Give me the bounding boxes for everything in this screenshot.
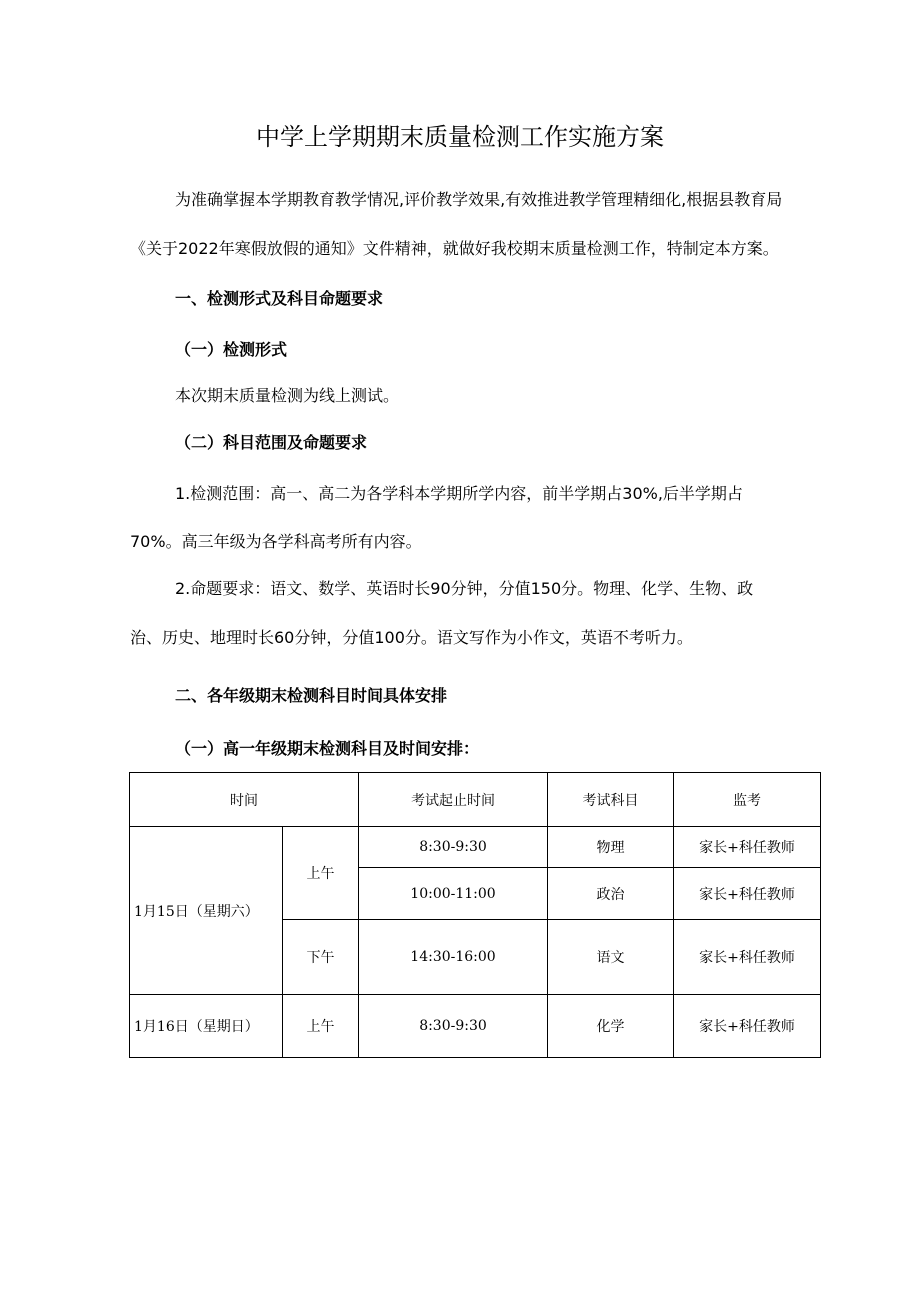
exam-schedule-table [129,772,821,1058]
subject-cell: 物理 [548,827,674,868]
time-cell: 8:30-9:30 [359,827,548,868]
subject-cell: 化学 [548,995,674,1058]
table-row [130,995,821,1058]
header-time: 时间 [130,773,359,827]
session-cell: 上午 [283,995,359,1058]
proctor-cell: 家长+科任教师 [674,827,821,868]
item-2-line-1: 2.命题要求：语文、数学、英语时长90分钟，分值150分。物理、化学、生物、政 [175,579,754,598]
date-cell: 1月15日（星期六） [130,827,283,995]
page-title: 中学上学期期末质量检测工作实施方案 [256,123,664,151]
section-1-sub1-heading: （一）检测形式 [175,340,288,359]
subject-cell: 语文 [548,920,674,995]
time-cell: 14:30-16:00 [359,920,548,995]
intro-line-2: 《关于2022年寒假放假的通知》文件精神，就做好我校期末质量检测工作，特制定本方案。 [130,239,779,258]
section-1-heading: 一、检测形式及科目命题要求 [175,289,384,308]
session-cell: 下午 [283,920,359,995]
header-range: 考试起止时间 [359,773,548,827]
section-2-sub1-heading: （一）高一年级期末检测科目及时间安排： [175,739,480,758]
session-cell: 上午 [283,827,359,920]
table-row [130,827,821,868]
intro-line-1: 为准确掌握本学期教育教学情况,评价教学效果,有效推进教学管理精细化,根据县教育局 [175,190,783,209]
item-1-line-1: 1.检测范围：高一、高二为各学科本学期所学内容，前半学期占30%,后半学期占 [175,484,743,503]
section-1-sub2-heading: （二）科目范围及命题要求 [175,433,368,452]
table-header-row [130,773,821,827]
proctor-cell: 家长+科任教师 [674,995,821,1058]
proctor-cell: 家长+科任教师 [674,868,821,920]
time-cell: 8:30-9:30 [359,995,548,1058]
section-1-sub1-text: 本次期末质量检测为线上测试。 [175,386,400,405]
item-2-line-2: 治、历史、地理时长60分钟，分值100分。语文写作为小作文，英语不考听力。 [130,628,693,647]
item-1-line-2: 70%。高三年级为各学科高考所有内容。 [130,532,422,551]
time-cell: 10:00-11:00 [359,868,548,920]
header-proctor: 监考 [674,773,821,827]
date-cell: 1月16日（星期日） [130,995,283,1058]
section-2-heading: 二、各年级期末检测科目时间具体安排 [175,686,448,705]
header-subject: 考试科目 [548,773,674,827]
subject-cell: 政治 [548,868,674,920]
proctor-cell: 家长+科任教师 [674,920,821,995]
